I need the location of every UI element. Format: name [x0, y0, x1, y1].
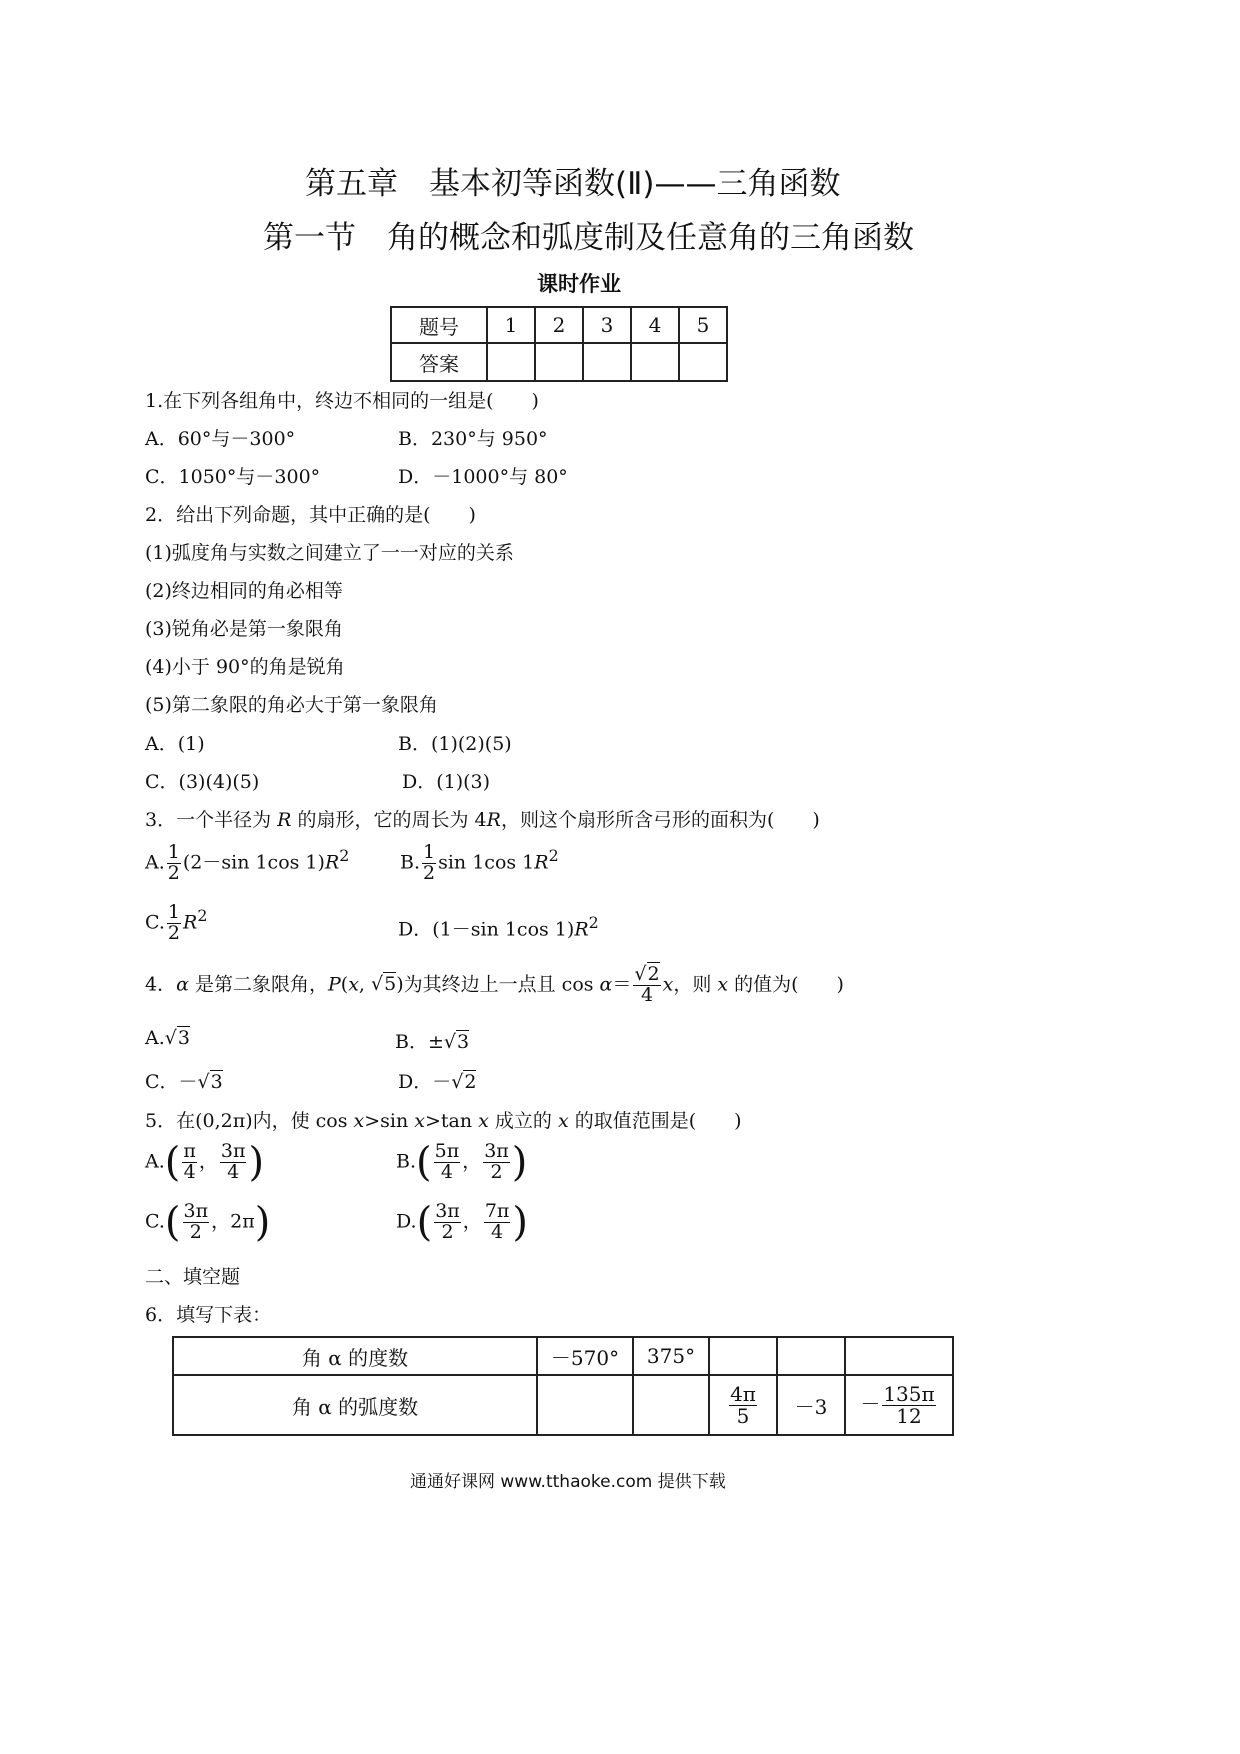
- q2-prop: (3)锐角必是第一象限角: [145, 618, 343, 640]
- section-title: 第一节 角的概念和弧度制及任意角的三角函数: [263, 220, 914, 256]
- q3-stem: 3．一个半径为 R 的扇形，它的周长为 4R，则这个扇形所含弓形的面积为( ): [145, 809, 820, 831]
- q4-option-c: C．－√3: [145, 1071, 223, 1093]
- q1-option-c: C．1050°与－300°: [145, 466, 321, 488]
- q5-option-a: A.( $\frac{\pi}{4}$ ， $\frac{3\pi}{4}$ ): [145, 1139, 265, 1186]
- q1-option-a: A．60°与－300°: [145, 428, 296, 450]
- answer-table-number: 2: [535, 307, 583, 343]
- answer-cell[interactable]: [679, 343, 727, 381]
- q6-radian-cell: －3: [777, 1375, 845, 1435]
- q6-radian-cell: $\frac{4\pi}{5}$: [709, 1375, 777, 1435]
- answer-table: [390, 306, 728, 382]
- q1-option-b: B．230°与 950°: [398, 428, 548, 450]
- q6-stem: 6．填写下表：: [145, 1304, 272, 1326]
- q2-prop: (5)第二象限的角必大于第一象限角: [145, 694, 438, 716]
- q6-row2-label: 角 α 的弧度数: [173, 1375, 537, 1435]
- answer-table-number: 3: [583, 307, 631, 343]
- section-heading-fill-in: 二、填空题: [145, 1266, 241, 1288]
- q3-option-b: B. $\frac{1}{2}$ sin 1cos $1R^2$: [400, 841, 559, 884]
- q1-stem: 1.在下列各组角中，终边不相同的一组是( ): [145, 390, 539, 412]
- q2-stem: 2．给出下列命题，其中正确的是( ): [145, 504, 476, 526]
- q2-option-a: A．(1): [145, 733, 205, 755]
- answer-table-number: 1: [487, 307, 535, 343]
- q6-row1-label: 角 α 的度数: [173, 1337, 537, 1375]
- answer-cell[interactable]: [487, 343, 535, 381]
- answer-table-number: 4: [631, 307, 679, 343]
- q4-stem: 4．α 是第二象限角，P(x, √5)为其终边上一点且 cos α＝ $\frac{√2}{4}$ x，则 x 的值为( ): [145, 963, 844, 1006]
- q4-option-b: B．±√3: [395, 1031, 470, 1053]
- answer-table-row2-label: 答案: [391, 343, 487, 381]
- q6-blank-cell[interactable]: [537, 1375, 633, 1435]
- q2-option-b: B．(1)(2)(5): [398, 733, 512, 755]
- q2-prop: (1)弧度角与实数之间建立了一一对应的关系: [145, 542, 514, 564]
- q2-option-d: D．(1)(3): [402, 771, 491, 793]
- q6-blank-cell[interactable]: [709, 1337, 777, 1375]
- q6-degree-cell: －570°: [537, 1337, 633, 1375]
- q6-blank-cell[interactable]: [633, 1375, 709, 1435]
- q2-option-c: C．(3)(4)(5): [145, 771, 260, 793]
- q4-option-a: A.√3: [145, 1027, 190, 1049]
- answer-cell[interactable]: [583, 343, 631, 381]
- q6-blank-cell[interactable]: [845, 1337, 953, 1375]
- subtitle: 课时作业: [537, 272, 621, 296]
- q5-option-c: C.( $\frac{3\pi}{2}$ ，2π): [145, 1199, 271, 1246]
- q2-prop: (2)终边相同的角必相等: [145, 580, 343, 602]
- q6-degree-cell: 375°: [633, 1337, 709, 1375]
- q5-option-b: B.( $\frac{5\pi}{4}$ ， $\frac{3\pi}{2}$ ): [396, 1139, 528, 1186]
- chapter-title: 第五章 基本初等函数(Ⅱ)——三角函数: [305, 166, 841, 202]
- q5-option-d: D.( $\frac{3\pi}{2}$ ， $\frac{7\pi}{4}$ ): [396, 1199, 528, 1246]
- footer-credit: 通通好课网 www.tthaoke.com 提供下载: [410, 1472, 726, 1492]
- q3-option-c: C. $\frac{1}{2}$ $R^2$: [145, 901, 208, 944]
- q6-table: [172, 1336, 954, 1436]
- q3-option-a: A. $\frac{1}{2}$ (2－sin 1cos $1)R^2$: [145, 841, 350, 884]
- sqrt-5: √5: [371, 973, 397, 996]
- q5-stem: 5．在(0,2π)内，使 cos x>sin x>tan x 成立的 x 的取值范围是( ): [145, 1110, 742, 1132]
- answer-cell[interactable]: [631, 343, 679, 381]
- answer-table-row1-label: 题号: [391, 307, 487, 343]
- q4-option-d: D．－√2: [398, 1071, 477, 1093]
- q3-option-d: D．(1－sin 1cos $1)R^2$: [398, 913, 599, 941]
- q6-radian-cell: － $\frac{135\pi}{12}$: [845, 1375, 953, 1435]
- q6-blank-cell[interactable]: [777, 1337, 845, 1375]
- q1-option-d: D．－1000°与 80°: [398, 466, 568, 488]
- q2-prop: (4)小于 90°的角是锐角: [145, 656, 345, 678]
- answer-cell[interactable]: [535, 343, 583, 381]
- answer-table-number: 5: [679, 307, 727, 343]
